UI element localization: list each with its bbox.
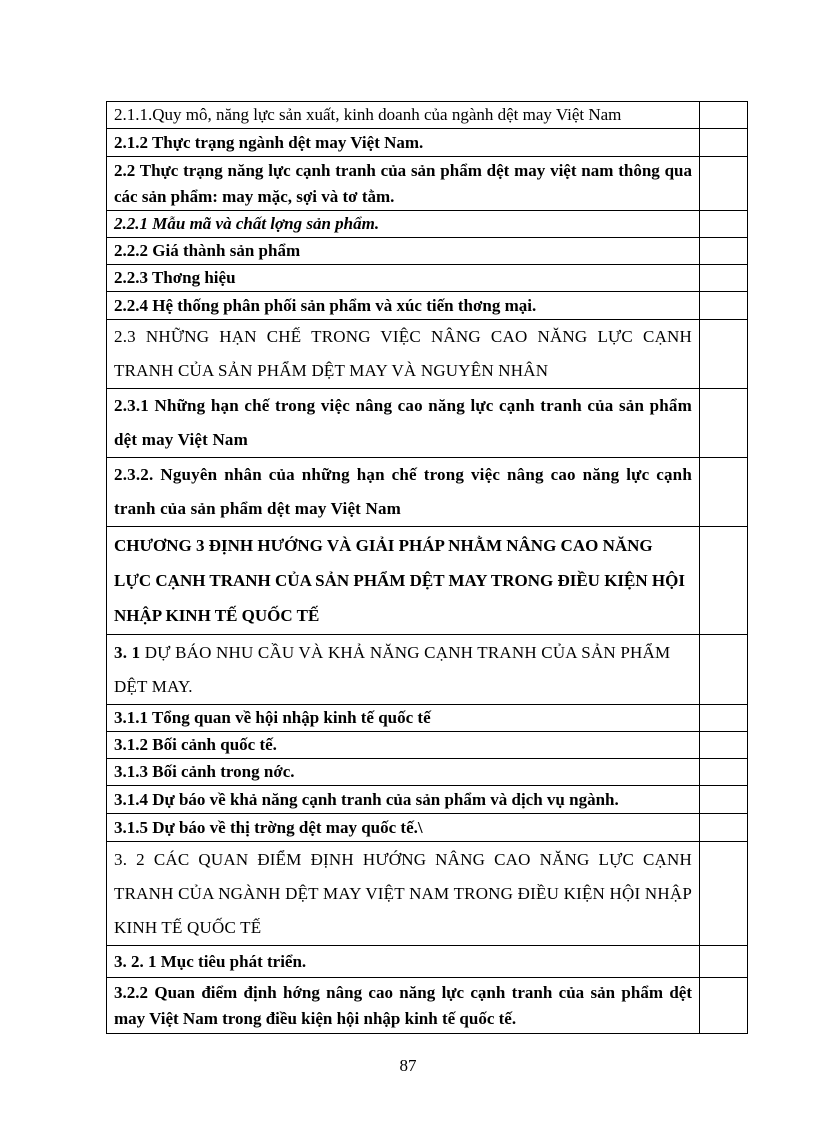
table-row: [107, 786, 748, 814]
table-row: [107, 946, 748, 978]
page-number: 87: [399, 1056, 417, 1075]
toc-entry-text: 3.1.2 Bối cảnh quốc tế.: [107, 732, 700, 759]
toc-entry-text: 3.1.4 Dự báo về khả năng cạnh tranh của sản phẩm và dịch vụ ngành.: [107, 786, 700, 814]
table-row: [107, 458, 748, 527]
toc-entry-text: 2.3.2. Nguyên nhân của những hạn chế trong việc nâng cao năng lực cạnh tranh của sản phẩm dệt may Việt Nam: [107, 458, 700, 527]
table-row: [107, 978, 748, 1034]
toc-entry-text: 2.1.1.Quy mô, năng lực sản xuất, kinh doanh của ngành dệt may Việt Nam: [107, 102, 700, 129]
table-row: [107, 705, 748, 732]
toc-page-cell: [700, 705, 748, 732]
toc-entry-text: 3. 2 CÁC QUAN ĐIỂM ĐỊNH HƯỚNG NÂNG CAO NĂNG LỰC CẠNH TRANH CỦA NGÀNH DỆT MAY VIỆT NAM TRONG ĐIỀU KIỆN HỘI NHẬP KINH TẾ QUỐC TẾ: [107, 842, 700, 946]
table-row: [107, 814, 748, 842]
toc-page-cell: [700, 102, 748, 129]
toc-page-cell: [700, 732, 748, 759]
toc-entry-text: 3. 2. 1 Mục tiêu phát triển.: [107, 946, 700, 978]
table-row: [107, 320, 748, 389]
toc-page-cell: [700, 157, 748, 211]
toc-page-cell: [700, 238, 748, 265]
toc-page-cell: [700, 292, 748, 320]
toc-entry-text: 3.1.1 Tổng quan về hội nhập kinh tế quốc tế: [107, 705, 700, 732]
toc-page-cell: [700, 759, 748, 786]
toc-page-cell: [700, 211, 748, 238]
toc-entry-text: 2.2.3 Thơng hiệu: [107, 265, 700, 292]
toc-page-cell: [700, 786, 748, 814]
toc-page-cell: [700, 814, 748, 842]
toc-entry-text: 2.2.2 Giá thành sản phẩm: [107, 238, 700, 265]
toc-entry-text: 2.3.1 Những hạn chế trong việc nâng cao năng lực cạnh tranh của sản phẩm dệt may Việt Nam: [107, 389, 700, 458]
table-row: [107, 732, 748, 759]
toc-page-cell: [700, 842, 748, 946]
table-of-contents: [106, 101, 748, 1034]
table-row: [107, 102, 748, 129]
toc-page-cell: [700, 320, 748, 389]
toc-page-cell: [700, 389, 748, 458]
toc-page-cell: [700, 527, 748, 635]
toc-entry-text: 2.2.1 Mẫu mã và chất lợng sản phẩm.: [107, 211, 700, 238]
toc-page-cell: [700, 978, 748, 1034]
table-row: [107, 157, 748, 211]
toc-entry-text: 2.3 NHỮNG HẠN CHẾ TRONG VIỆC NÂNG CAO NĂNG LỰC CẠNH TRANH CỦA SẢN PHẨM DỆT MAY VÀ NGUYÊN NHÂN: [107, 320, 700, 389]
toc-page-cell: [700, 635, 748, 705]
table-row: [107, 389, 748, 458]
table-row: [107, 527, 748, 635]
table-row: [107, 211, 748, 238]
toc-page-cell: [700, 129, 748, 157]
table-row: [107, 265, 748, 292]
toc-entry-text: 2.2 Thực trạng năng lực cạnh tranh của sản phẩm dệt may việt nam thông qua các sản phẩm: may mặc, sợi và tơ tằm.: [107, 157, 700, 211]
table-row: [107, 129, 748, 157]
table-row: [107, 635, 748, 705]
toc-entry-text: 2.2.4 Hệ thống phân phối sản phẩm và xúc tiến thơng mại.: [107, 292, 700, 320]
toc-page-cell: [700, 265, 748, 292]
toc-entry-text: 3.2.2 Quan điểm định hớng nâng cao năng lực cạnh tranh của sản phẩm dệt may Việt Nam trong điều kiện hội nhập kinh tế quốc tế.: [107, 978, 700, 1034]
toc-entry-text: 3. 1 DỰ BÁO NHU CẦU VÀ KHẢ NĂNG CẠNH TRANH CỦA SẢN PHẨM DỆT MAY.: [107, 635, 700, 705]
toc-entry-text: CHƯƠNG 3 ĐỊNH HƯỚNG VÀ GIẢI PHÁP NHẰM NÂNG CAO NĂNG LỰC CẠNH TRANH CỦA SẢN PHẨM DỆT MAY TRONG ĐIỀU KIỆN HỘI NHẬP KINH TẾ QUỐC TẾ: [107, 527, 700, 635]
toc-entry-text: 3.1.5 Dự báo về thị trờng dệt may quốc tế.\: [107, 814, 700, 842]
toc-page-cell: [700, 946, 748, 978]
toc-entry-text: 3.1.3 Bối cảnh trong nớc.: [107, 759, 700, 786]
table-row: [107, 238, 748, 265]
table-row: [107, 292, 748, 320]
table-row: [107, 842, 748, 946]
toc-page-cell: [700, 458, 748, 527]
table-row: [107, 759, 748, 786]
toc-entry-text: 2.1.2 Thực trạng ngành dệt may Việt Nam.: [107, 129, 700, 157]
